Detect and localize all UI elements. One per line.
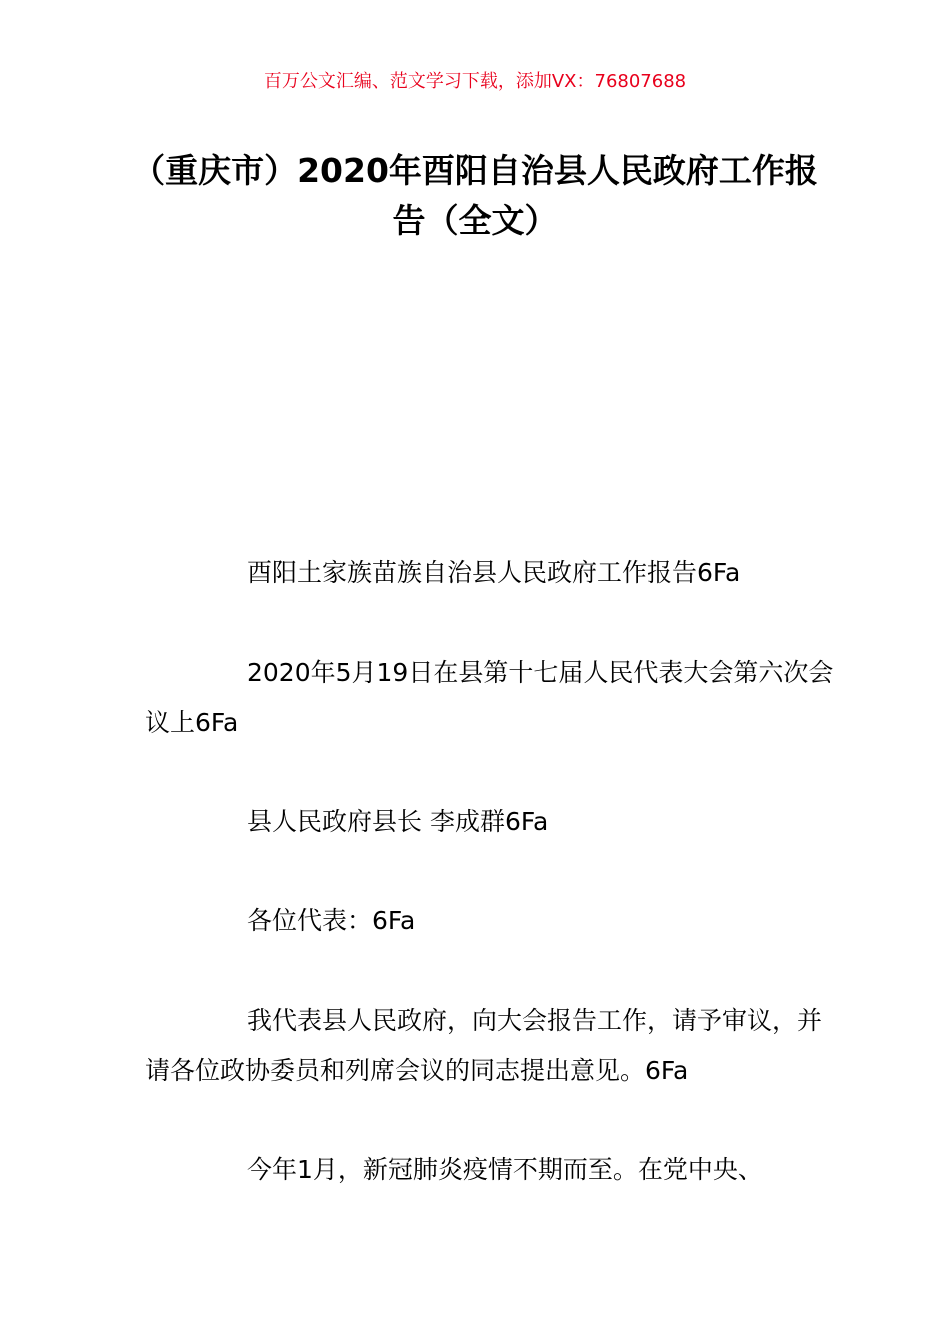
paragraph-content: 今年1月，新冠肺炎疫情不期而至。在党中央、 bbox=[247, 1155, 763, 1184]
header-note: 百万公文汇编、范文学习下载，添加VX：76807688 bbox=[263, 71, 687, 92]
paragraph-date: 2020年5月19日在县第十七届人民代表大会第六次会议上6Fa bbox=[145, 658, 834, 737]
paragraph-opening: 我代表县人民政府，向大会报告工作，请予审议，并请各位政协委员和列席会议的同志提出意见。6Fa bbox=[145, 1006, 823, 1085]
paragraph-greeting: 各位代表：6Fa bbox=[247, 906, 416, 935]
paragraph-speaker: 县人民政府县长 李成群6Fa bbox=[247, 807, 549, 836]
document-title: （重庆市）2020年酉阳自治县人民政府工作报告（全文） bbox=[132, 151, 818, 240]
paragraph-subtitle: 酉阳土家族苗族自治县人民政府工作报告6Fa bbox=[247, 558, 741, 587]
